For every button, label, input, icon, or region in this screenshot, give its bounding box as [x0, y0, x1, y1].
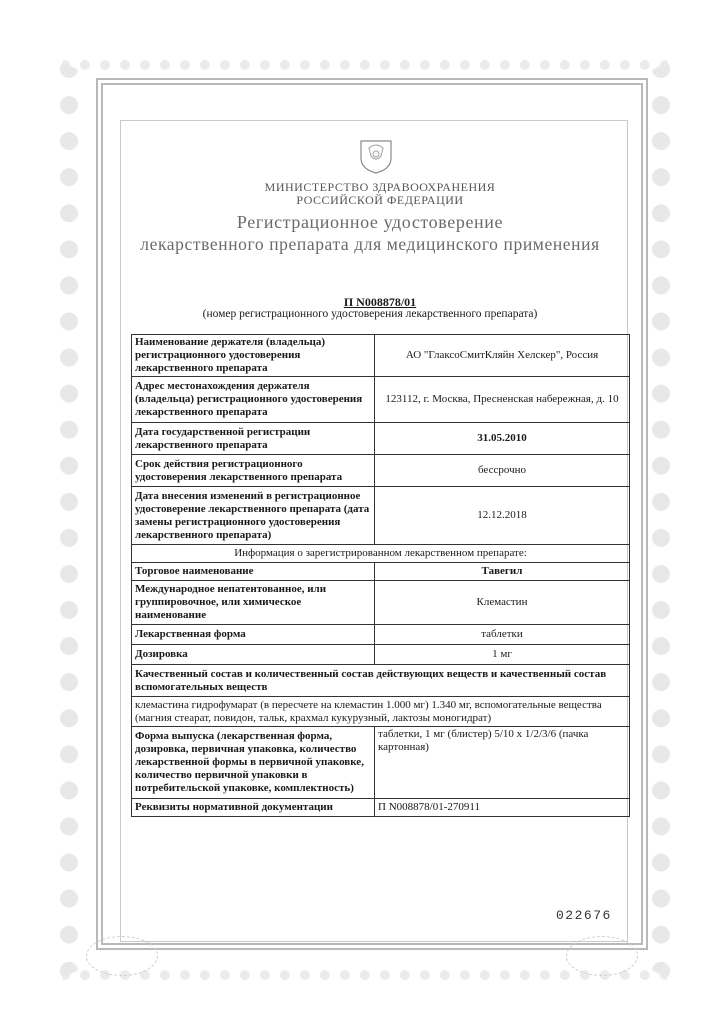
release-form-label: Форма выпуска (лекарственная форма, дозировка, первичная упаковка, количество лекарственной формы в первичной упаковке, количество первичной упаковки в потребительской упаковке, комплектность) [132, 727, 375, 799]
certificate-title-line1: Регистрационное удостоверение [236, 212, 504, 232]
table-row [132, 335, 630, 377]
registration-date-label: Дата государственной регистрации лекарственного препарата [132, 423, 375, 455]
table-row [132, 697, 630, 727]
ministry-name-line1: МИНИСТЕРСТВО ЗДРАВООХРАНЕНИЯ [264, 180, 496, 194]
validity-label: Срок действия регистрационного удостоверения лекарственного препарата [132, 455, 375, 487]
coat-of-arms-icon [357, 138, 395, 174]
validity-value: бессрочно [375, 455, 630, 487]
changes-date-label: Дата внесения изменений в регистрационное удостоверение лекарственного препарата (дата замены регистрационного удостоверения лекарственного препарата) [132, 487, 375, 545]
dosage-value: 1 мг [375, 645, 630, 665]
composition-title: Качественный состав и количественный состав действующих веществ и качественный состав вспомогательных веществ [132, 665, 630, 697]
certificate-title-line2: лекарственного препарата для медицинского применения [140, 234, 600, 254]
ministry-name-line2: РОССИЙСКОЙ ФЕДЕРАЦИИ [296, 193, 464, 207]
composition-text: клемастина гидрофумарат (в пересчете на клемастин 1.000 мг) 1.340 мг, вспомогательные вещества (магния стеарат, повидон, тальк, крахмал кукурузный, лактозы моногидрат) [132, 697, 630, 727]
inn-value: Клемастин [375, 581, 630, 625]
holder-name-label: Наименование держателя (владельца) регистрационного удостоверения лекарственного препарата [132, 335, 375, 377]
dosage-form-label: Лекарственная форма [132, 625, 375, 645]
release-form-value: таблетки, 1 мг (блистер) 5/10 x 1/2/3/6 (пачка картонная) [375, 727, 630, 799]
holder-address-value: 123112, г. Москва, Пресненская набережная, д. 10 [375, 377, 630, 423]
table-row [132, 545, 630, 563]
table-row [132, 625, 630, 645]
trade-name-label: Торговое наименование [132, 563, 375, 581]
dosage-label: Дозировка [132, 645, 375, 665]
table-row [132, 665, 630, 697]
table-row [132, 563, 630, 581]
normative-doc-value: П N008878/01-270911 [375, 799, 630, 817]
registration-number: П N008878/01 [343, 295, 417, 309]
trade-name-value: Тавегил [375, 563, 630, 581]
form-serial-number: 022676 [556, 908, 612, 923]
table-row [132, 423, 630, 455]
table-row [132, 487, 630, 545]
table-row [132, 455, 630, 487]
registration-date-value: 31.05.2010 [375, 423, 630, 455]
drug-info-section-title: Информация о зарегистрированном лекарственном препарате: [132, 545, 630, 563]
table-row [132, 581, 630, 625]
table-row [132, 799, 630, 817]
decorative-seal-right [566, 936, 638, 976]
dosage-form-value: таблетки [375, 625, 630, 645]
registration-number-caption: (номер регистрационного удостоверения лекарственного препарата) [202, 308, 538, 320]
changes-date-value: 12.12.2018 [375, 487, 630, 545]
table-row [132, 727, 630, 799]
holder-address-label: Адрес местонахождения держателя (владельца) регистрационного удостоверения лекарственного препарата [132, 377, 375, 423]
normative-doc-label: Реквизиты нормативной документации [132, 799, 375, 817]
certificate-table [131, 334, 630, 817]
holder-name-value: АО "ГлаксоСмитКляйн Хелскер", Россия [375, 335, 630, 377]
decorative-seal-left [86, 936, 158, 976]
table-row [132, 645, 630, 665]
table-row [132, 377, 630, 423]
inn-label: Международное непатентованное, или группировочное, или химическое наименование [132, 581, 375, 625]
